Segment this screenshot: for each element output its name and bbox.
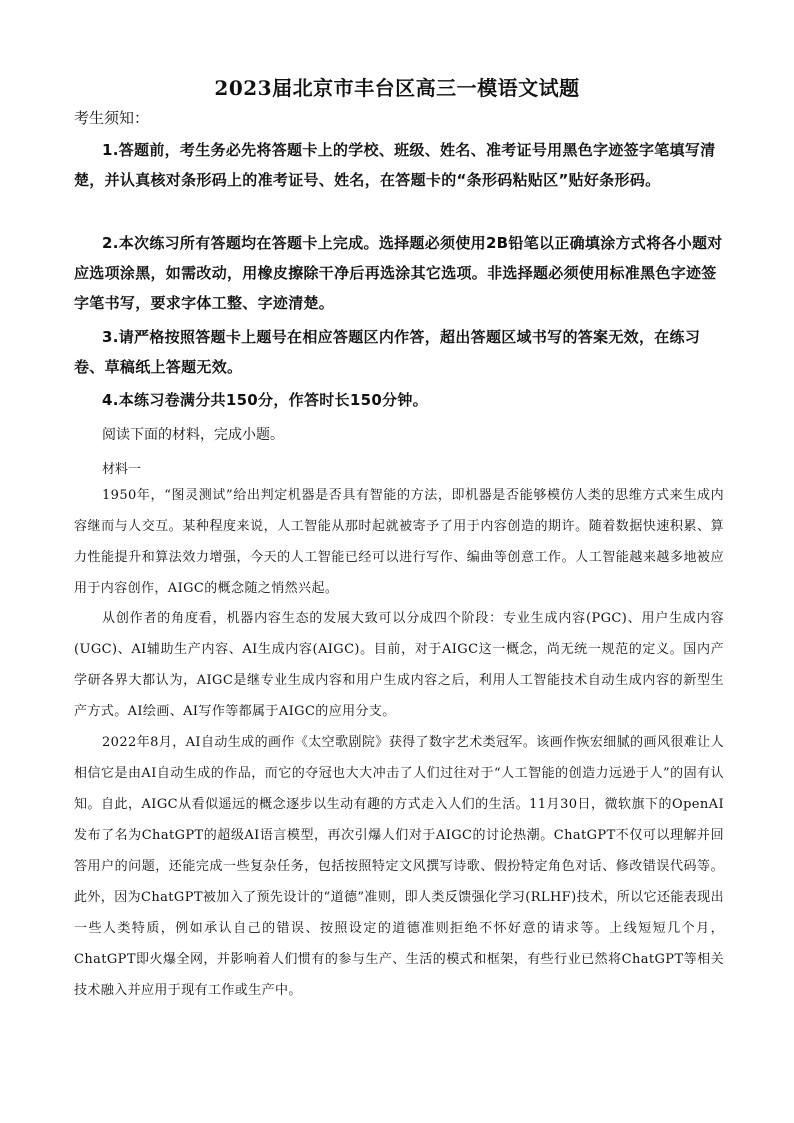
material-paragraph-1: 1950年，“图灵测试”给出判定机器是否具有智能的方法，即机器是否能够模仿人类的思维方式来生成内容继而与人交互。某种程度来说，人工智能从那时起就被寄予了用于内容创造的期许。随着数据快速积累、算力性能提升和算法效力增强，今天的人工智能已经可以进行写作、编曲等创意工作。人工智能越来越多地被应用于内容创作，AIGC的概念随之悄然兴起。 bbox=[74, 488, 724, 596]
reading-instruction: 阅读下面的材料，完成小题。 bbox=[102, 427, 284, 443]
notice-item-2: 2.本次练习所有答题均在答题卡上完成。选择题必须使用2B铅笔以正确填涂方式将各小题对应选项涂黑，如需改动，用橡皮擦除干净后再选涂其它选项。非选择题必须使用标准黑色字迹签字笔书写，要求字体工整、字迹清楚。 bbox=[74, 234, 723, 312]
notice-item-1: 1.答题前，考生务必先将答题卡上的学校、班级、姓名、准考证号用黑色字迹签字笔填写清楚，并认真核对条形码上的准考证号、姓名，在答题卡的“条形码粘贴区”贴好条形码。 bbox=[74, 141, 716, 189]
material-paragraph-3: 2022年8月，AI自动生成的画作《太空歌剧院》获得了数字艺术类冠军。该画作恢宏细腻的画风很难让人相信它是由AI自动生成的作品，而它的夺冠也大大冲击了人们过往对于“人工智能的创造力远逊于人”的固有认知。自此，AIGC从看似遥远的概念逐步以生动有趣的方式走入人们的生活。11月30日，微软旗下的OpenAI发布了名为ChatGPT的超级AI语言模型，再次引爆人们对于AIGC的讨论热潮。ChatGPT不仅可以理解并回答用户的问题，还能完成一些复杂任务，包括按照特定文风撰写诗歌、假扮特定角色对话、修改错误代码等。此外，因为ChatGPT被加入了预先设计的“道德”准则，即人类反馈强化学习(RLHF)技术，所以它还能表现出一些人类特质，例如承认自己的错误、按照设定的道德准则拒绝不怀好意的请求等。上线短短几个月，ChatGPT即火爆全网，并影响着人们惯有的参与生产、生活的模式和框架，有些行业已然将ChatGPT等相关技术融入并应用于现有工作或生产中。 bbox=[74, 735, 724, 998]
page-title: 2023届北京市丰台区高三一模语文试题 bbox=[214, 76, 580, 100]
material-title: 材料一 bbox=[102, 462, 142, 477]
notice-heading: 考生须知： bbox=[74, 109, 150, 127]
notice-item-3: 3.请严格按照答题卡上题号在相应答题区内作答，超出答题区域书写的答案无效，在练习卷、草稿纸上答题无效。 bbox=[74, 328, 701, 376]
material-paragraph-2: 从创作者的角度看，机器内容生态的发展大致可以分成四个阶段：专业生成内容(PGC)、用户生成内容(UGC)、AI辅助生产内容、AI生成内容(AIGC)。目前，对于AIGC这一概念，尚无统一规范的定义。国内产学研各界大都认为，AIGC是继专业生成内容和用户生成内容之后，利用人工智能技术自动生成内容的新型生产方式。AI绘画、AI写作等都属于AIGC的应用分支。 bbox=[74, 611, 724, 719]
notice-item-4: 4.本练习卷满分共150分，作答时长150分钟。 bbox=[102, 391, 428, 409]
